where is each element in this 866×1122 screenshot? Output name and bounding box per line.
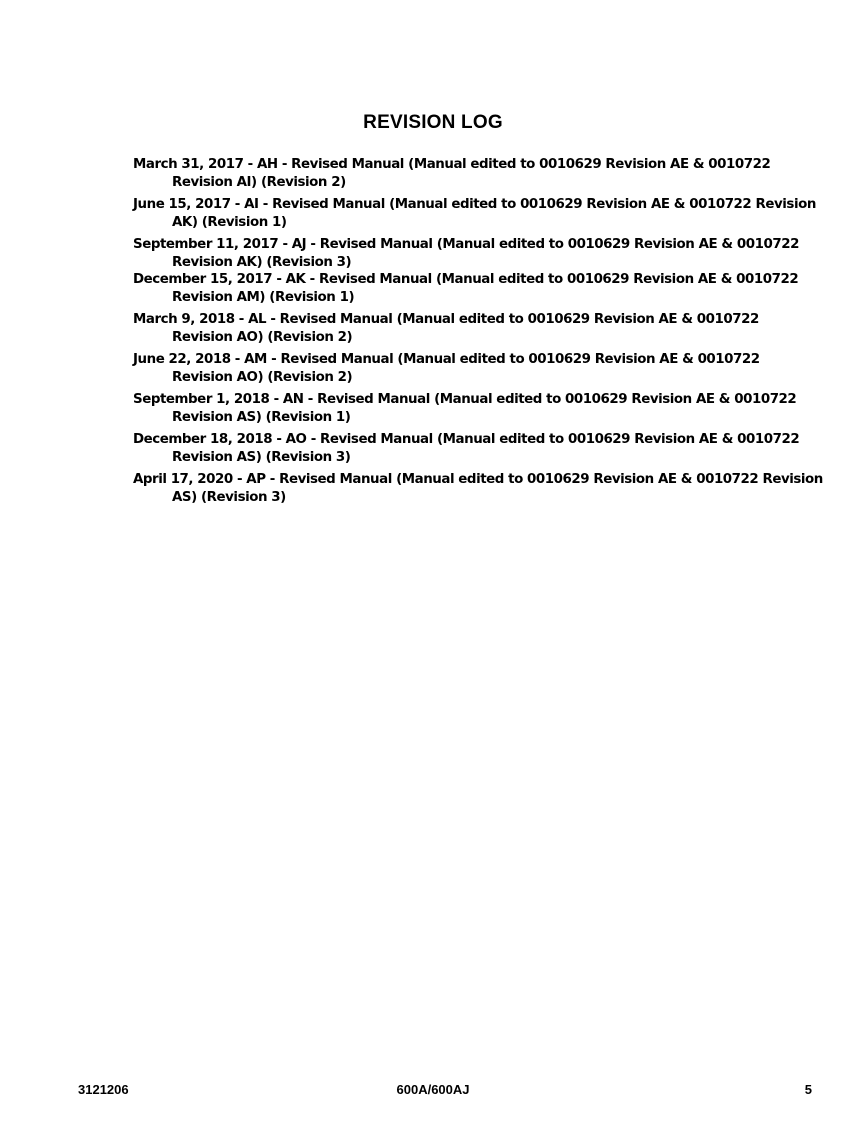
revision-log-entry: December 18, 2018 - AO - Revised Manual (Manual edited to 0010629 Revision AE & 0010722 Revision AS) (Revision 3): [133, 432, 800, 465]
revision-log-list: [133, 156, 823, 511]
footer-page-number: 5: [804, 1082, 812, 1097]
footer-document-number: 3121206: [78, 1082, 129, 1097]
revision-log-entry: June 15, 2017 - AI - Revised Manual (Manual edited to 0010629 Revision AE & 0010722 Revision AK) (Revision 1): [133, 197, 816, 230]
revision-log-entry: March 9, 2018 - AL - Revised Manual (Manual edited to 0010629 Revision AE & 0010722 Revision AO) (Revision 2): [133, 312, 759, 345]
footer-model: 600A/600AJ: [396, 1082, 470, 1097]
revision-log-entry: April 17, 2020 - AP - Revised Manual (Manual edited to 0010629 Revision AE & 0010722 Revision AS) (Revision 3): [133, 472, 823, 505]
revision-log-entry: June 22, 2018 - AM - Revised Manual (Manual edited to 0010629 Revision AE & 0010722 Revision AO) (Revision 2): [133, 352, 760, 385]
revision-log-entry: September 11, 2017 - AJ - Revised Manual (Manual edited to 0010629 Revision AE & 0010722 Revision AK) (Revision 3): [133, 237, 799, 270]
revision-log-entry: March 31, 2017 - AH - Revised Manual (Manual edited to 0010629 Revision AE & 0010722 Revision AI) (Revision 2): [133, 157, 771, 190]
revision-log-entry: September 1, 2018 - AN - Revised Manual (Manual edited to 0010629 Revision AE & 0010722 Revision AS) (Revision 1): [133, 392, 797, 425]
revision-log-entry: December 15, 2017 - AK - Revised Manual (Manual edited to 0010629 Revision AE & 0010722 Revision AM) (Revision 1): [133, 272, 799, 305]
page-title: REVISION LOG: [363, 112, 503, 133]
